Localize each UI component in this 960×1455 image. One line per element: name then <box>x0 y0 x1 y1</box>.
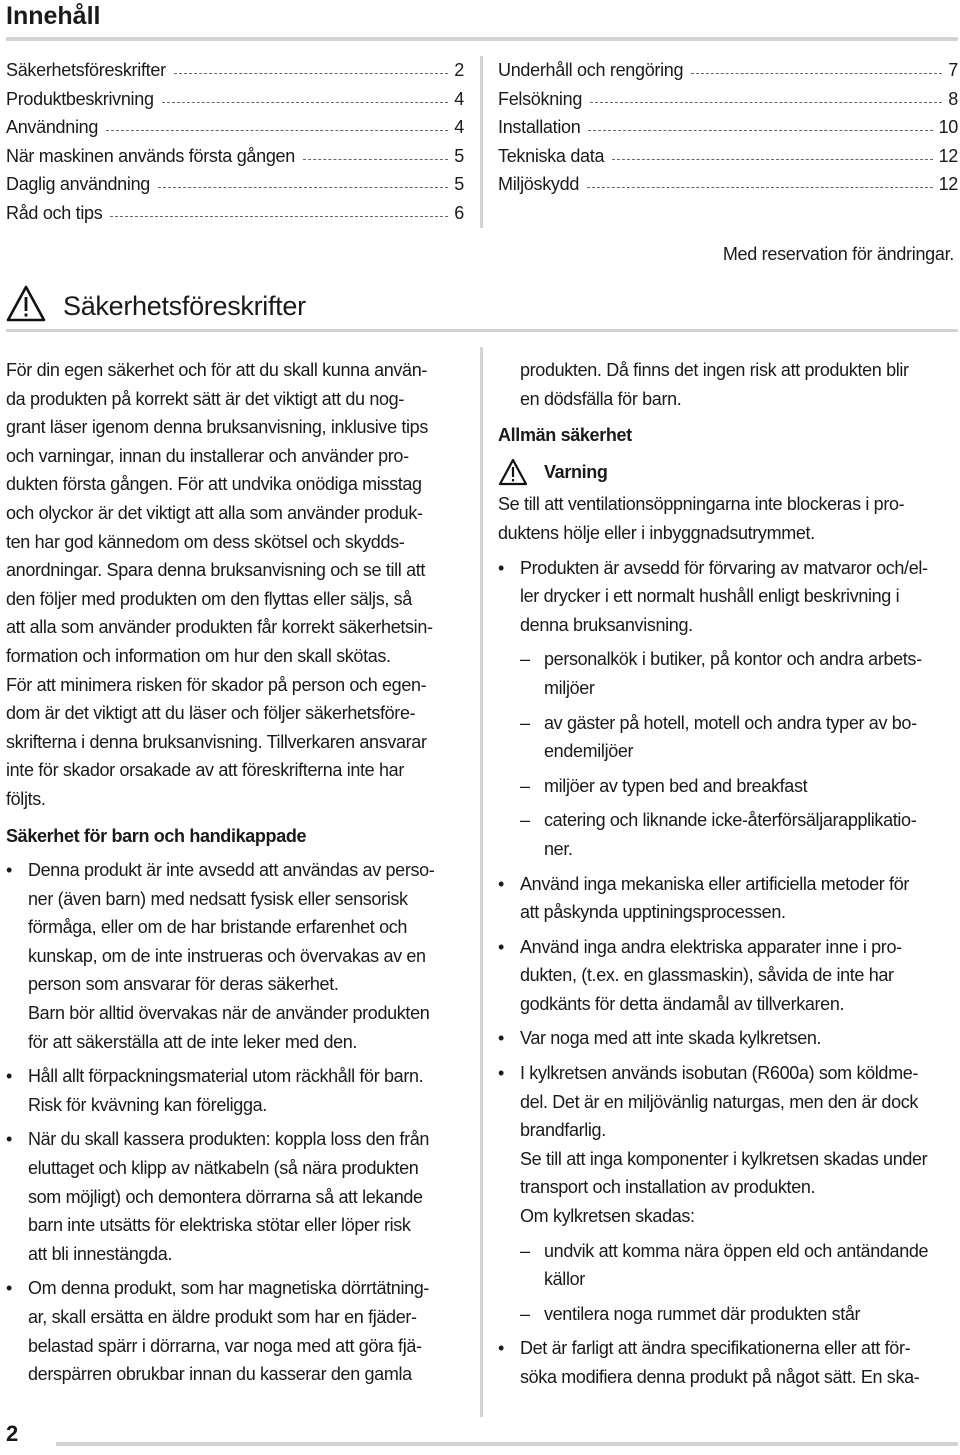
warning-label: Varning <box>544 461 608 482</box>
warning-icon <box>498 458 528 486</box>
text-line: skrifterna i denna bruksanvisning. Tillverkaren ansvarar <box>6 731 427 752</box>
toc-leader <box>612 158 932 160</box>
text-line: För din egen säkerhet och för att du skall kunna använ- <box>6 360 428 380</box>
text-line: att bli innestängda. <box>28 1243 173 1264</box>
toc-entry-label: Säkerhetsföreskrifter <box>6 60 166 80</box>
toc-entry[interactable] <box>6 142 464 171</box>
text-line: person som ansvarar för deras säkerhet. <box>28 974 339 995</box>
text-line: – miljöer av typen bed and breakfast <box>544 775 808 796</box>
list-item <box>6 856 468 1056</box>
text-line: formation och information om hur den skall skötas. <box>6 645 391 666</box>
text-line: • Var noga med att inte skada kylkretsen. <box>520 1028 822 1049</box>
text-line: Se till att ventilationsöppningarna inte blockeras i pro- <box>498 494 905 515</box>
list-item <box>498 1024 958 1053</box>
toc-entry-page: 6 <box>454 202 464 223</box>
text-line: da produkten på korrekt sätt är det viktigt att du nog- <box>6 388 404 409</box>
text-line: grant läser igenom denna bruksanvisning, inklusive tips <box>6 417 428 438</box>
warning-triangle-icon <box>6 285 46 323</box>
text-line: inte för skador orsakade av att föreskrifterna inte har <box>6 760 404 781</box>
text-line: – av gäster på hotell, motell och andra typer av bo- <box>544 712 917 733</box>
dash-item <box>520 806 958 863</box>
footer-rule <box>56 1442 958 1446</box>
toc-entry[interactable] <box>6 56 464 85</box>
bullet-list <box>498 554 958 1392</box>
dash-item <box>520 1300 958 1329</box>
continued-text <box>498 356 958 413</box>
toc-entry[interactable] <box>498 56 958 85</box>
text-line: produkten. Då finns det ingen risk att produkten blir <box>520 360 909 380</box>
toc-entry-page: 8 <box>948 88 958 109</box>
text-line: • Om denna produkt, som har magnetiska dörrtätning- <box>28 1278 430 1299</box>
toc-entry-page: 12 <box>938 145 958 166</box>
dash-item <box>520 645 958 702</box>
toc-entry-label: Produktbeskrivning <box>6 88 154 109</box>
reservation-note: Med reservation för ändringar. <box>722 244 954 264</box>
toc-entry-page: 10 <box>938 117 958 137</box>
text-line: denna bruksanvisning. <box>520 614 693 635</box>
toc-entry-label: Underhåll och rengöring <box>498 60 684 80</box>
toc-leader <box>110 215 448 217</box>
dash-item <box>520 1237 958 1294</box>
toc-leader <box>158 186 448 188</box>
toc-leader <box>590 101 942 103</box>
toc-leader <box>303 158 448 160</box>
text-line: duktens hölje eller i inbyggnadsutrymmet. <box>498 522 815 543</box>
text-line: att påskynda upptiningsprocessen. <box>520 902 786 923</box>
warning-header <box>498 458 958 487</box>
text-line: • Använd inga andra elektriska apparater inne i pro- <box>520 936 902 957</box>
text-line: del. Det är en miljövänlig naturgas, men den är dock <box>520 1091 919 1112</box>
text-line: • Denna produkt är inte avsedd att användas av perso- <box>28 860 435 881</box>
text-line: derspärren obrukbar innan du kasserar den gamla <box>28 1364 412 1385</box>
text-line: för att säkerställa att de inte leker med den. <box>28 1031 358 1052</box>
text-line: • Använd inga mekaniska eller artificiella metoder för <box>520 873 909 894</box>
toc-entry-label: Miljöskydd <box>498 174 580 194</box>
toc-leader <box>587 186 933 188</box>
text-line: godkänts för detta ändamål av tillverkaren. <box>520 993 845 1014</box>
toc-entry-page: 2 <box>454 60 464 80</box>
text-line: en dödsfälla för barn. <box>520 388 682 409</box>
text-line: Se till att inga komponenter i kylkretsen skadas under <box>520 1148 928 1169</box>
text-line: barn inte utsätts för elektriska stötar eller löper risk <box>28 1215 411 1236</box>
subheading-general: Allmän säkerhet <box>498 425 632 446</box>
text-line: följts. <box>6 788 46 809</box>
intro-paragraph <box>6 356 468 814</box>
dash-item <box>520 709 958 766</box>
text-line: ler drycker i ett normalt hushåll enligt beskrivning i <box>520 586 900 607</box>
text-line: dom är det viktigt att du läser och följer säkerhetsföre- <box>6 703 416 724</box>
text-line: – catering och liknande icke-återförsäljarapplikatio- <box>544 810 917 831</box>
right-column <box>498 356 958 1392</box>
text-line: • Det är farligt att ändra specifikationerna eller att för- <box>520 1338 911 1359</box>
text-line: att alla som använder produkten får korrekt säkerhetsin- <box>6 617 433 638</box>
toc-left <box>6 56 464 227</box>
toc-entry-label: Installation <box>498 117 581 137</box>
toc-entry-label: Felsökning <box>498 88 583 109</box>
toc-entry[interactable] <box>498 170 958 199</box>
toc-leader <box>162 101 449 103</box>
toc-entry[interactable] <box>6 113 464 142</box>
text-line: transport och installation av produkten. <box>520 1177 816 1198</box>
toc-leader <box>588 129 932 131</box>
text-line: och varningar, innan du installerar och använder pro- <box>6 445 409 466</box>
text-line: förmåga, eller om de har bristande erfarenhet och <box>28 917 408 938</box>
toc-entry-page: 12 <box>938 174 958 194</box>
text-line: miljöer <box>544 677 595 698</box>
toc-entry[interactable] <box>498 113 958 142</box>
toc-entry[interactable] <box>6 170 464 199</box>
text-line: Om kylkretsen skadas: <box>520 1206 695 1227</box>
text-line: söka modifiera denna produkt på något sätt. En ska- <box>520 1367 920 1387</box>
list-item <box>6 1274 468 1388</box>
warning-text <box>498 490 958 547</box>
toc-leader <box>174 72 449 74</box>
text-line: ner (även barn) med nedsatt fysisk eller sensorisk <box>28 888 408 909</box>
toc-entry-label: Råd och tips <box>6 202 103 223</box>
text-line: • Håll allt förpackningsmaterial utom räckhåll för barn. <box>28 1066 424 1087</box>
list-item <box>498 933 958 1019</box>
text-line: kunskap, om de inte instrueras och övervakas av en <box>28 945 426 966</box>
toc-right <box>498 56 958 199</box>
list-item <box>6 1125 468 1268</box>
list-item <box>498 870 958 927</box>
text-line: ten har god kännedom om dess skötsel och skydds- <box>6 531 405 552</box>
text-line: som möjligt) och demontera dörrarna så att lekande <box>28 1186 423 1207</box>
text-line: källor <box>544 1269 585 1290</box>
toc-entry[interactable] <box>6 85 464 114</box>
text-line: brandfarlig. <box>520 1120 606 1141</box>
text-line: eluttaget och klipp av nätkabeln (så nära produkten <box>28 1158 419 1179</box>
toc-entry-page: 5 <box>454 174 464 194</box>
list-item <box>498 1334 958 1391</box>
page-title: Innehåll <box>6 2 101 30</box>
dash-list <box>520 1237 958 1329</box>
toc-leader <box>106 129 448 131</box>
text-line: För att minimera risken för skador på person och egen- <box>6 674 427 695</box>
toc-entry[interactable] <box>498 85 958 114</box>
toc-entry-label: Daglig användning <box>6 174 151 194</box>
text-line: belastad spärr i dörrarna, var noga med att göra fjä- <box>28 1335 422 1356</box>
text-line: • I kylkretsen används isobutan (R600a) som köldme- <box>520 1063 919 1084</box>
text-line: dukten första gången. För att undvika onödiga misstag <box>6 474 422 495</box>
list-item <box>6 1062 468 1119</box>
text-line: – undvik att komma nära öppen eld och antändande <box>544 1240 929 1261</box>
toc-entry-page: 5 <box>454 145 464 166</box>
column-divider <box>480 347 483 1417</box>
text-line: ar, skall ersätta en äldre produkt som har en fjäder- <box>28 1307 417 1327</box>
text-line: – personalkök i butiker, på kontor och andra arbets- <box>544 649 922 670</box>
text-line: • Produkten är avsedd för förvaring av matvaror och/el- <box>520 557 928 578</box>
dash-item <box>520 772 958 801</box>
list-item <box>498 1059 958 1328</box>
toc-entry[interactable] <box>498 142 958 171</box>
dash-list <box>520 645 958 863</box>
text-line: dukten, (t.ex. en glassmaskin), såvida de inte har <box>520 965 894 986</box>
text-line: endemiljöer <box>544 741 634 762</box>
bullet-list <box>6 856 468 1389</box>
text-line: • När du skall kassera produkten: koppla loss den från <box>28 1129 430 1150</box>
toc-leader <box>691 72 942 74</box>
list-item <box>498 554 958 864</box>
toc-entry-label: Användning <box>6 117 99 137</box>
text-line: ner. <box>544 838 573 859</box>
toc-entry-page: 4 <box>454 117 464 137</box>
toc-entry-label: Tekniska data <box>498 145 605 166</box>
title-divider <box>6 37 958 41</box>
toc-divider <box>480 56 483 228</box>
subheading-children: Säkerhet för barn och handikappade <box>6 825 307 846</box>
text-line: Risk för kvävning kan föreligga. <box>28 1094 267 1115</box>
section-divider <box>6 329 958 332</box>
toc-entry-page: 4 <box>454 88 464 109</box>
text-line: den följer med produkten om den flyttas eller säljs, så <box>6 588 412 609</box>
section-title: Säkerhetsföreskrifter <box>63 291 306 321</box>
text-line: och olyckor är det viktigt att alla som använder produk- <box>6 502 423 523</box>
toc-entry-page: 7 <box>948 60 958 80</box>
toc-entry-label: När maskinen används första gången <box>6 145 295 166</box>
toc-entry[interactable] <box>6 199 464 228</box>
text-line: Barn bör alltid övervakas när de använder produkten <box>28 1003 430 1024</box>
text-line: anordningar. Spara denna bruksanvisning och se till att <box>6 560 426 581</box>
left-column <box>6 356 468 1389</box>
text-line: – ventilera noga rummet där produkten står <box>544 1303 861 1324</box>
page-number: 2 <box>6 1421 19 1446</box>
